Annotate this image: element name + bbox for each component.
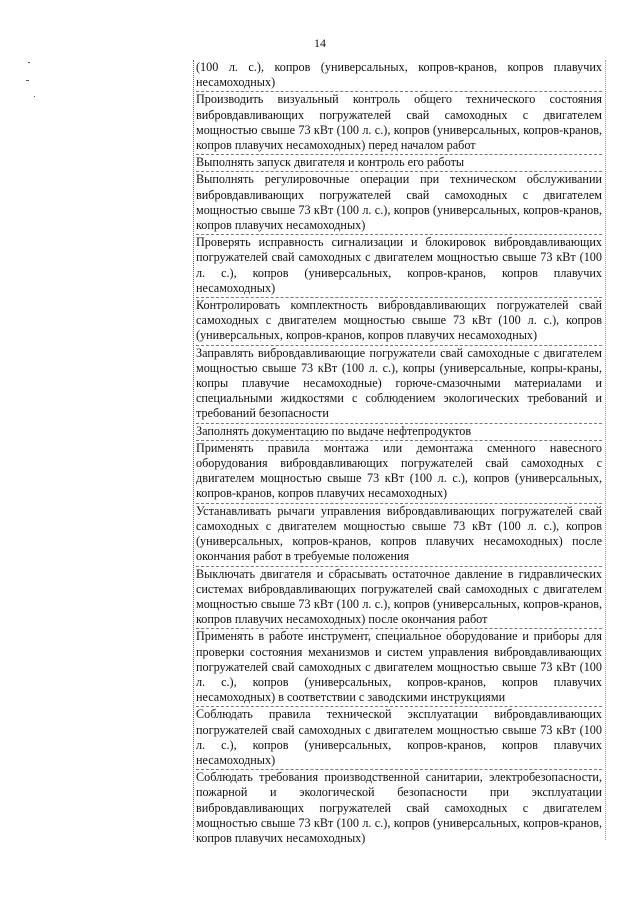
table-cell: Производить визуальный контроль общего технического состояния вибровдавливающих погружателей свай самоходных с двигателем мощностью свыше 73 кВт (100 л. с.), копров (универсальных, копров-кранов, копров плавучих несамоходных) перед началом работ [196,92,602,155]
table-cell: Устанавливать рычаги управления вибровдавливающих погружателей свай самоходных с двигателем мощностью свыше 73 кВт (100 л. с.), копров (универсальных, копров-кранов, копров плавучих несамоходных) после окончания работ в требуемые положения [196,504,602,567]
page-number: 14 [314,36,326,50]
scan-mark [28,62,30,63]
table-cell: Контролировать комплектность вибровдавливающих погружателей свай самоходных с двигателем мощностью свыше 73 кВт (100 л. с.), копров (универсальных, копров-кранов, копров плавучих несамоходных) [196,298,602,346]
table-column-skills [196,60,602,847]
table-cell: Проверять исправность сигнализации и блокировок вибровдавливающих погружателей свай самоходных с двигателем мощностью свыше 73 кВт (100 л. с.), копров (универсальных, копров-кранов, копров плавучих несамоходных) [196,235,602,298]
table-cell: Выполнять регулировочные операции при техническом обслуживании вибровдавливающих погружателей свай самоходных с двигателем мощностью свыше 73 кВт (100 л. с.), копров (универсальных, копров-кранов, копров плавучих несамоходных) [196,172,602,235]
table-right-border [605,60,606,840]
table-cell: Соблюдать правила технической эксплуатации вибровдавливающих погружателей свай самоходных с двигателем мощностью свыше 73 кВт (100 л. с.), копров (универсальных, копров-кранов, копров плавучих несамоходных) [196,707,602,770]
table-cell: Применять в работе инструмент, специальное оборудование и приборы для проверки состояния механизмов и систем управления вибровдавливающих погружателей свай самоходных с двигателем мощностью свыше 73 кВт (100 л. с.), копров (универсальных, копров-кранов, копров плавучих несамоходных) в соответствии с заводскими инструкциями [196,629,602,707]
scan-mark [34,96,35,97]
scan-mark [26,80,29,81]
table-cell: (100 л. с.), копров (универсальных, копров-кранов, копров плавучих несамоходных) [196,60,602,92]
table-cell: Выключать двигателя и сбрасывать остаточное давление в гидравлических системах вибровдавливающих погружателей свай самоходных с двигателем мощностью свыше 73 кВт (100 л. с.), копров (универсальных, копров-кранов, копров плавучих несамоходных) после окончания работ [196,567,602,630]
table-cell: Заполнять документацию по выдаче нефтепродуктов [196,424,602,441]
table-cell: Выполнять запуск двигателя и контроль его работы [196,155,602,172]
table-cell: Заправлять вибровдавливающие погружатели свай самоходные с двигателем мощностью свыше 73 кВт (100 л. с.), копры (универсальные, копры-краны, копры плавучие несамоходные) горюче-смазочными материалами и специальными жидкостями с соблюдением экологических требований и требований безопасности [196,346,602,424]
table-cell: Соблюдать требования производственной санитарии, электробезопасности, пожарной и экологической безопасности при эксплуатации вибровдавливающих погружателей свай самоходных с двигателем мощностью свыше 73 кВт (100 л. с.), копров (универсальных, копров-кранов, копров плавучих несамоходных) [196,770,602,845]
table-cell: Применять правила монтажа или демонтажа сменного навесного оборудования вибровдавливающих погружателей свай самоходных с двигателем мощностью свыше 73 кВт (100 л. с.), копров (универсальных, копров-кранов, копров плавучих несамоходных) [196,441,602,504]
table-left-border [193,60,194,840]
